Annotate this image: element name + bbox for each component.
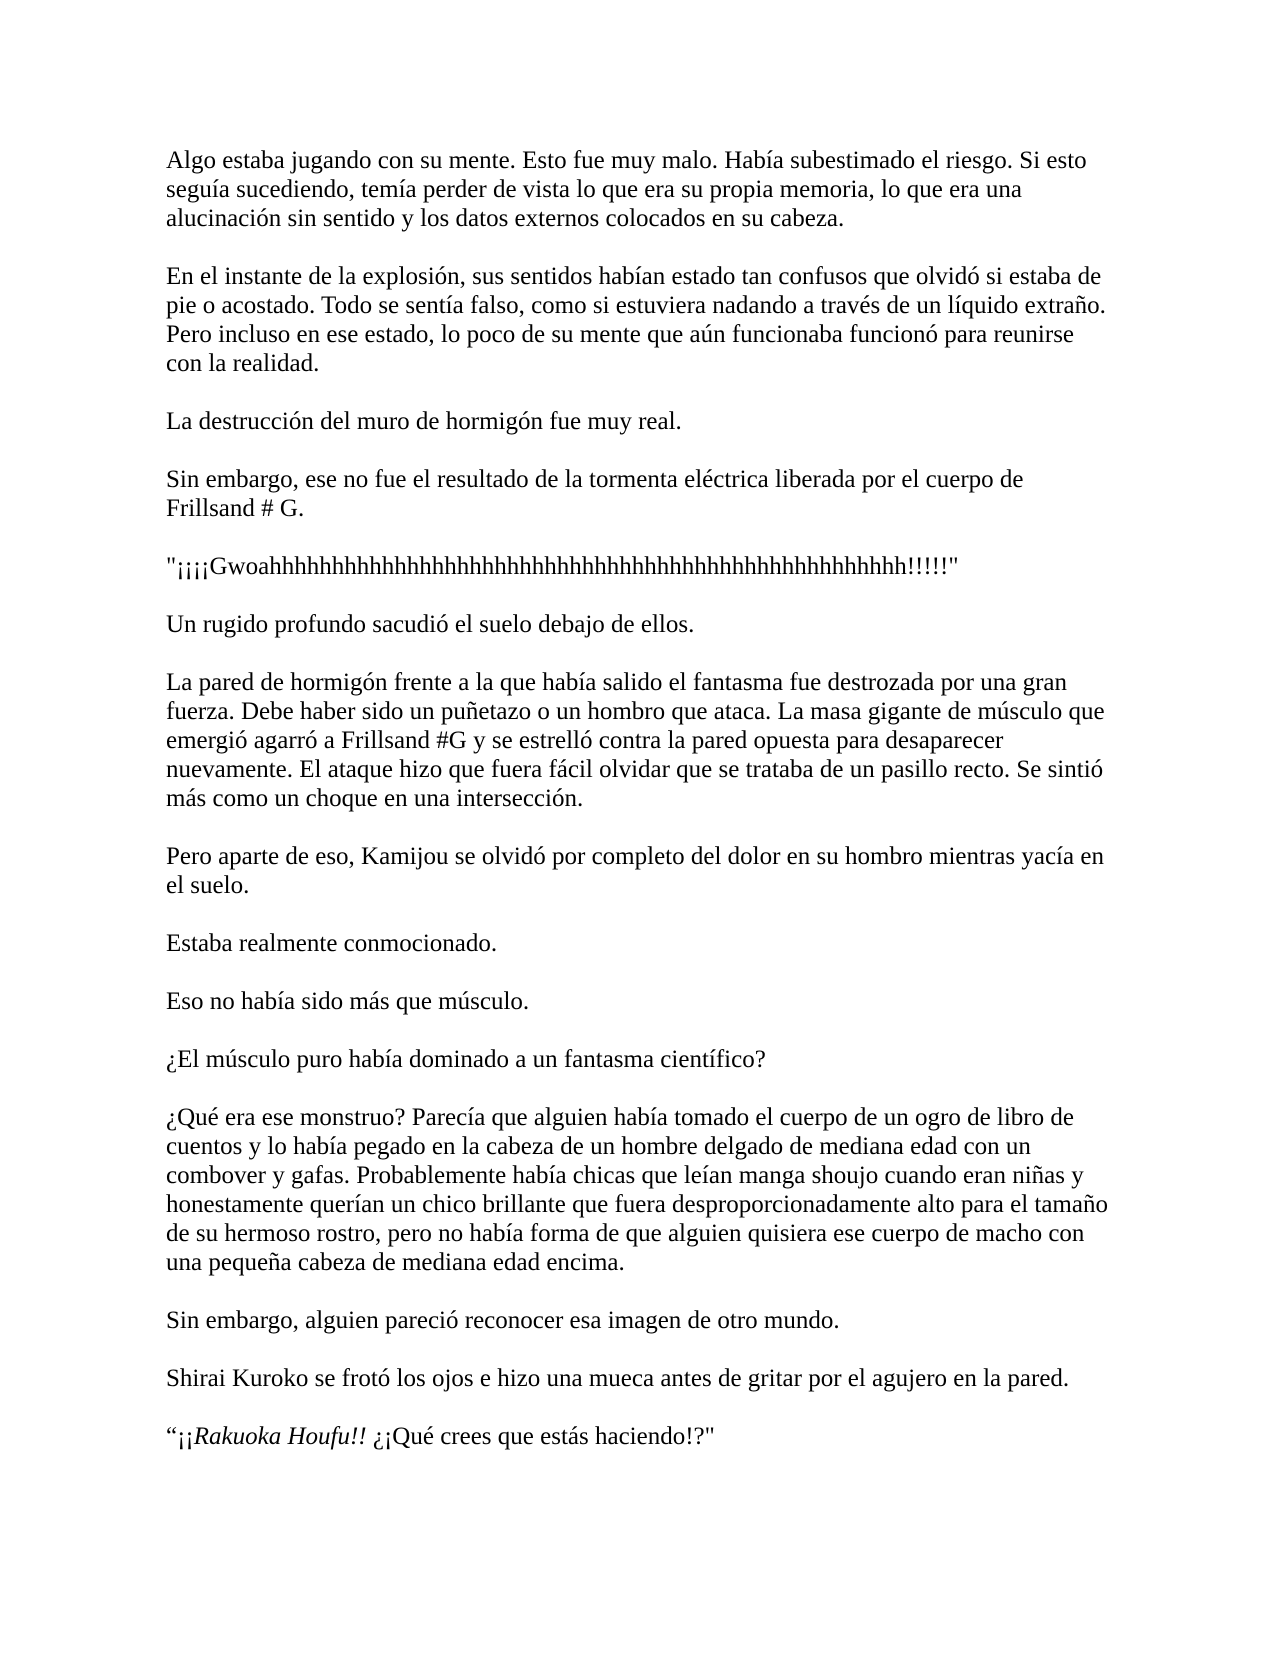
text-run: Shirai Kuroko se frotó los ojos e hizo una mueca antes de gritar por el agujero en la pared.: [166, 1365, 1070, 1392]
italic-text-run: Rakuoka Houfu!!: [193, 1423, 367, 1450]
text-run: “¡¡: [166, 1423, 194, 1450]
text-run: "¡¡¡¡Gwoahhhhhhhhhhhhhhhhhhhhhhhhhhhhhhhhhhhhhhhhhhhhhhhhhhh!!!!!": [166, 553, 959, 580]
paragraph: [166, 1045, 1114, 1074]
text-run: Pero aparte de eso, Kamijou se olvidó por completo del dolor en su hombro mientras yacía en el suelo.: [166, 843, 1104, 899]
paragraph: [166, 929, 1114, 958]
text-run: Estaba realmente conmocionado.: [166, 930, 498, 957]
text-run: Eso no había sido más que músculo.: [166, 988, 530, 1015]
paragraph: [166, 146, 1114, 233]
paragraph: [166, 262, 1114, 378]
paragraph: [166, 610, 1114, 639]
text-run: ¿El músculo puro había dominado a un fantasma científico?: [166, 1046, 766, 1073]
text-run: ¿¡Qué crees que estás haciendo!?": [366, 1423, 715, 1450]
paragraph: [166, 465, 1114, 523]
text-run: ¿Qué era ese monstruo? Parecía que alguien había tomado el cuerpo de un ogro de libro de cuentos y lo había pegado en la cabeza de un hombre delgado de mediana edad con un combover y gafas. Probablemente había chicas que leían manga shoujo cuando eran niñas y honestamente querían un chico brillante que fuera desproporcionadamente alto para el tamaño de su hermoso rostro, pero no había forma de que alguien quisiera ese cuerpo de macho con una pequeña cabeza de mediana edad encima.: [166, 1104, 1108, 1276]
text-run: Un rugido profundo sacudió el suelo debajo de ellos.: [166, 611, 695, 638]
paragraph: [166, 842, 1114, 900]
paragraph: [166, 987, 1114, 1016]
text-run: Algo estaba jugando con su mente. Esto fue muy malo. Había subestimado el riesgo. Si esto seguía sucediendo, temía perder de vista lo que era su propia memoria, lo que era una alucinación sin sentido y los datos externos colocados en su cabeza.: [166, 147, 1087, 232]
paragraph: [166, 407, 1114, 436]
text-run: La destrucción del muro de hormigón fue muy real.: [166, 408, 682, 435]
text-run: La pared de hormigón frente a la que había salido el fantasma fue destrozada por una gran fuerza. Debe haber sido un puñetazo o un hombro que ataca. La masa gigante de músculo que emergió agarró a Frillsand #G y se estrelló contra la pared opuesta para desaparecer nuevamente. El ataque hizo que fuera fácil olvidar que se trataba de un pasillo recto. Se sintió más como un choque en una intersección.: [166, 669, 1105, 812]
text-run: Sin embargo, alguien pareció reconocer esa imagen de otro mundo.: [166, 1307, 840, 1334]
paragraph: [166, 552, 1114, 581]
paragraph: [166, 1422, 1114, 1451]
paragraph: [166, 668, 1114, 813]
paragraph: [166, 1364, 1114, 1393]
paragraph: [166, 1103, 1114, 1277]
text-run: Sin embargo, ese no fue el resultado de la tormenta eléctrica liberada por el cuerpo de Frillsand # G.: [166, 466, 1024, 522]
paragraph: [166, 1306, 1114, 1335]
text-run: En el instante de la explosión, sus sentidos habían estado tan confusos que olvidó si estaba de pie o acostado. Todo se sentía falso, como si estuviera nadando a través de un líquido extraño. Pero incluso en ese estado, lo poco de su mente que aún funcionaba funcionó para reunirse con la realidad.: [166, 263, 1106, 377]
